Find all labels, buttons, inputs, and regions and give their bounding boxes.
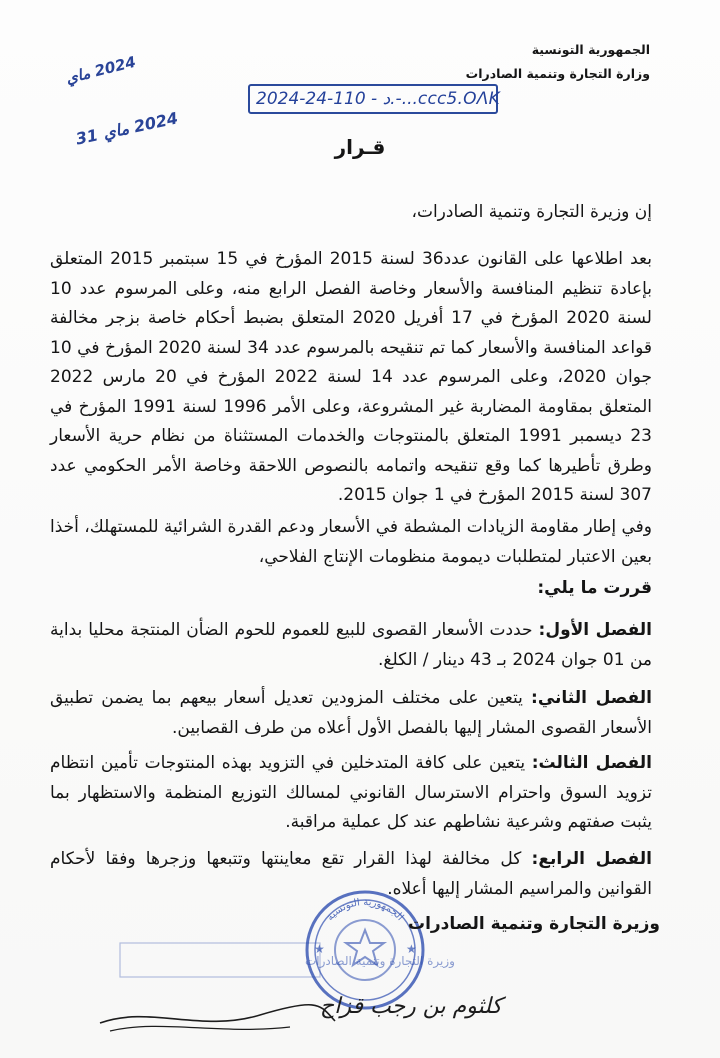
seal-text: الجمهورية التونسية xyxy=(324,896,406,924)
intro-line: إن وزيرة التجارة وتنمية الصادرات، xyxy=(411,202,652,222)
context-paragraph: وفي إطار مقاومة الزيادات المشطة في الأسعار ودعم القدرة الشرائية للمستهلك، أخذا بعين الاعتبار لمتطلبات ديمومة منظومات الإنتاج الفلاحي، xyxy=(50,517,652,567)
svg-text:★: ★ xyxy=(406,942,417,956)
article-3-title: الفصل الثالث: xyxy=(531,753,652,773)
republic-name: الجمهورية التونسية xyxy=(531,42,650,57)
handwritten-date-stamp-1: 2024 ماي xyxy=(64,52,138,88)
article-1-text: حددت الأسعار القصوى للبيع للعموم للحوم الضأن المنتجة محليا بداية من 01 جوان 2024 بـ 43 دينار / الكلغ. xyxy=(50,620,652,670)
signatory-title: وزيرة التجارة وتنمية الصادرات xyxy=(407,914,660,934)
article-2-text: يتعين على مختلف المزودين تعديل أسعار بيعهم بما يضمن تطبيق الأسعار القصوى المشار إليها بالفصل الأول أعلاه من طرف القصابين. xyxy=(50,688,652,738)
article-1 xyxy=(50,616,652,675)
article-3 xyxy=(50,749,652,838)
article-2 xyxy=(50,684,652,743)
letterhead xyxy=(466,38,650,86)
article-3-text: يتعين على كافة المتدخلين في التزويد بهذه المنتوجات تأمين انتظام تزويد السوق واحترام الاسترسال القانوني لمسالك التوزيع المنظمة والاستظهار بما يثبت صفتهم وشرعية نشاطهم عند كل عملية مراقبة. xyxy=(50,753,652,832)
reference-number-stamp xyxy=(248,84,498,114)
preamble-paragraph: بعد اطلاعها على القانون عدد36 لسنة 2015 المؤرخ في 15 سبتمبر 2015 المتعلق بإعادة تنظيم المنافسة والأسعار وخاصة الفصل الرابع منه، وعلى المرسوم عدد 10 لسنة 2020 المؤرخ في 17 أفريل 2020 المتعلق بضبط أحكام خاصة بزجر مخالفة قواعد المنافسة والأسعار كما تم تنقيحه بالمرسوم عدد 34 لسنة 2020 المؤرخ في 10 جوان 2020، وعلى المرسوم عدد 14 لسنة 2022 المؤرخ في 20 مارس 2022 المتعلق بمقاومة المضاربة غير المشروعة، وعلى الأمر 1996 لسنة 1991 المؤرخ في 23 ديسمبر 1991 المتعلق بالمنتوجات والخدمات المستثناة من نظام حرية الأسعار وطرق تأطيرها كما وقع تنقيحه واتمامه بالنصوص اللاحقة وخاصة الأمر الحكومي عدد 307 لسنة 2015 المؤرخ في 1 جوان 2015. xyxy=(50,249,653,505)
reference-number: د - 110-24-2024.-...ccc5.ΟΛΚ xyxy=(256,89,500,109)
article-4-title: الفصل الرابع: xyxy=(531,849,653,869)
article-2-title: الفصل الثاني: xyxy=(531,688,652,708)
article-1-title: الفصل الأول: xyxy=(538,620,653,640)
handwritten-date-stamp-2: 2024 ماي 31 xyxy=(74,108,180,149)
stamp-ministry-text: وزيرة التجارة وتنمية الصادرات xyxy=(305,954,455,968)
svg-text:★: ★ xyxy=(314,942,325,956)
signature-stamp-icon xyxy=(80,935,503,1045)
decided-heading: قررت ما يلي: xyxy=(537,578,652,598)
handwritten-signature: كلثوم بن رجب قزاح xyxy=(320,994,503,1019)
article-4-text: كل مخالفة لهذا القرار تقع معاينتها وتتبعها وزجرها وفقا لأحكام القوانين والمراسيم المشار إليها أعلاه. xyxy=(50,849,652,899)
decision-title: قـرار xyxy=(334,135,386,159)
ministry-name: وزارة التجارة وتنمية الصادرات xyxy=(465,66,650,81)
